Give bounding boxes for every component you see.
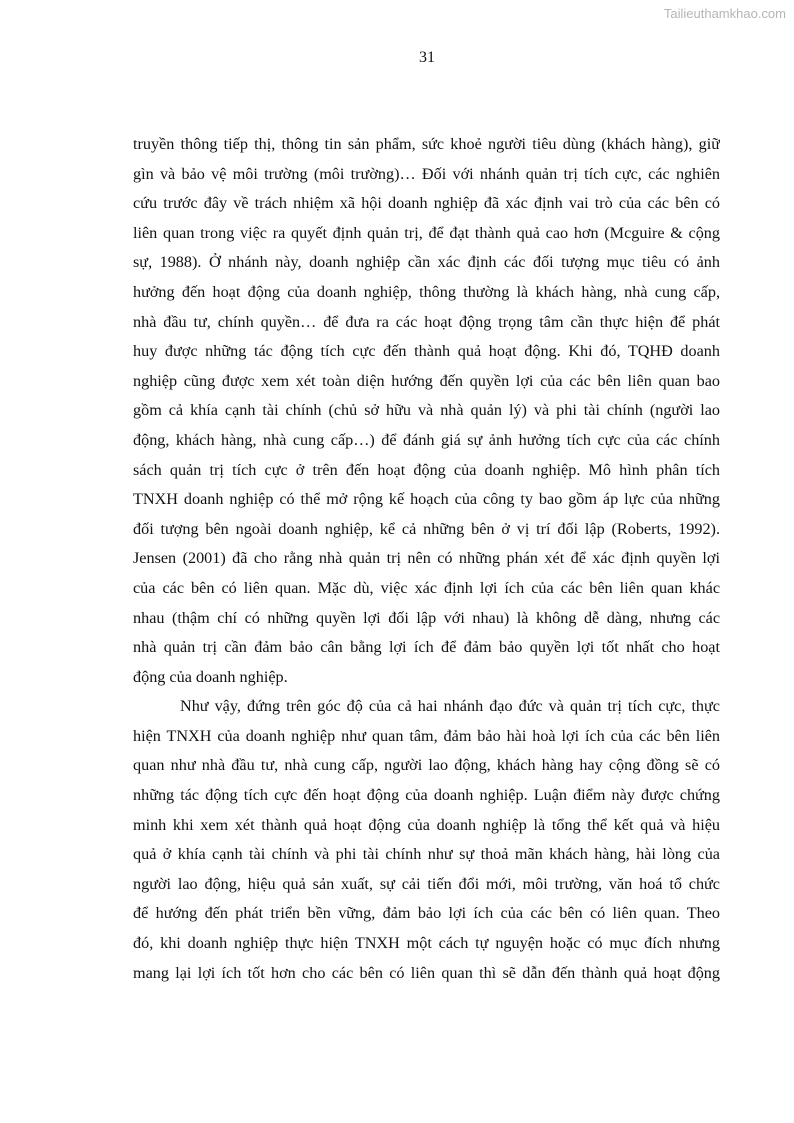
text-line: cứu trước đây về trách nhiệm xã hội doanh nghiệp đã xác định vai trò của các bên có (133, 194, 720, 213)
text-line: của các bên có liên quan. Mặc dù, việc xác định lợi ích của các bên liên quan khác (133, 578, 720, 597)
text-line: hưởng đến hoạt động của doanh nghiệp, thông thường là khách hàng, nhà cung cấp, (133, 282, 720, 301)
text-line: động của doanh nghiệp. (133, 667, 288, 686)
text-line: truyền thông tiếp thị, thông tin sản phẩm, sức khoẻ người tiêu dùng (khách hàng), giữ (133, 135, 720, 153)
text-line: nghiệp cũng được xem xét toàn diện hướng đến quyền lợi của các bên liên quan bao (133, 371, 720, 390)
text-line: sách quản trị tích cực ở trên đến hoạt động của doanh nghiệp. Mô hình phân tích (133, 460, 720, 479)
text-line: mang lại lợi ích tốt hơn cho các bên có liên quan thì sẽ dẫn đến thành quả hoạt động (133, 963, 720, 982)
watermark-text: Tailieuthamkhao.com (663, 6, 786, 21)
text-line: quan như nhà đầu tư, nhà cung cấp, người lao động, khách hàng hay cộng đồng sẽ có (133, 756, 720, 775)
text-line: nhau (thậm chí có những quyền lợi đối lập với nhau) là không dễ dàng, nhưng các (133, 608, 720, 627)
text-line: Như vậy, đứng trên góc độ của cả hai nhánh đạo đức và quản trị tích cực, thực (180, 697, 720, 716)
text-line: huy được những tác động tích cực đến thành quả hoạt động. Khi đó, TQHĐ doanh (133, 342, 720, 361)
text-line: quả ở khía cạnh tài chính và phi tài chính như sự thoả mãn khách hàng, hài lòng của (133, 845, 720, 864)
text-line: đối tượng bên ngoài doanh nghiệp, kể cả những bên ở vị trí đối lập (Roberts, 1992). (133, 519, 720, 538)
text-line: nhà quản trị cần đảm bảo cân bằng lợi ích để đảm bảo quyền lợi tốt nhất cho hoạt (133, 638, 720, 657)
text-line: gìn và bảo vệ môi trường (môi trường)… Đối với nhánh quản trị tích cực, các nghiên (133, 164, 720, 183)
page-number: 31 (419, 49, 435, 66)
text-line: Jensen (2001) đã cho rằng nhà quản trị nên có những phán xét để xác định quyền lợi (133, 549, 720, 568)
text-line: sự, 1988). Ở nhánh này, doanh nghiệp cần xác định các đối tượng mục tiêu có ảnh (133, 253, 720, 272)
text-line: người lao động, hiệu quả sản xuất, sự cải tiến đổi mới, môi trường, văn hoá tổ chức (133, 874, 720, 893)
text-line: liên quan trong việc ra quyết định quản trị, để đạt thành quả cao hơn (Mcguire & cộng (133, 223, 720, 242)
text-line: động, khách hàng, nhà cung cấp…) để đánh giá sự ảnh hưởng tích cực của các chính (133, 430, 720, 449)
text-line: những tác động tích cực đến hoạt động của doanh nghiệp. Luận điểm này được chứng (133, 786, 720, 805)
body-text (133, 130, 720, 988)
text-line: đó, khi doanh nghiệp thực hiện TNXH một cách tự nguyện hoặc có mục đích nhưng (133, 934, 720, 953)
text-line: TNXH doanh nghiệp có thể mở rộng kế hoạch của công ty bao gồm áp lực của những (133, 490, 720, 509)
text-line: nhà đầu tư, chính quyền… để đưa ra các hoạt động trọng tâm cần thực hiện để phát (133, 312, 720, 331)
text-line: để hướng đến phát triển bền vững, đảm bảo lợi ích của các bên có liên quan. Theo (133, 904, 720, 923)
text-line: hiện TNXH của doanh nghiệp như quan tâm, đảm bảo hài hoà lợi ích của các bên liên (133, 726, 720, 745)
text-line: gồm cả khía cạnh tài chính (chủ sở hữu và nhà quản lý) và phi tài chính (người lao (133, 401, 720, 420)
text-line: minh khi xem xét thành quả hoạt động của doanh nghiệp là tổng thể kết quả và hiệu (133, 815, 720, 834)
